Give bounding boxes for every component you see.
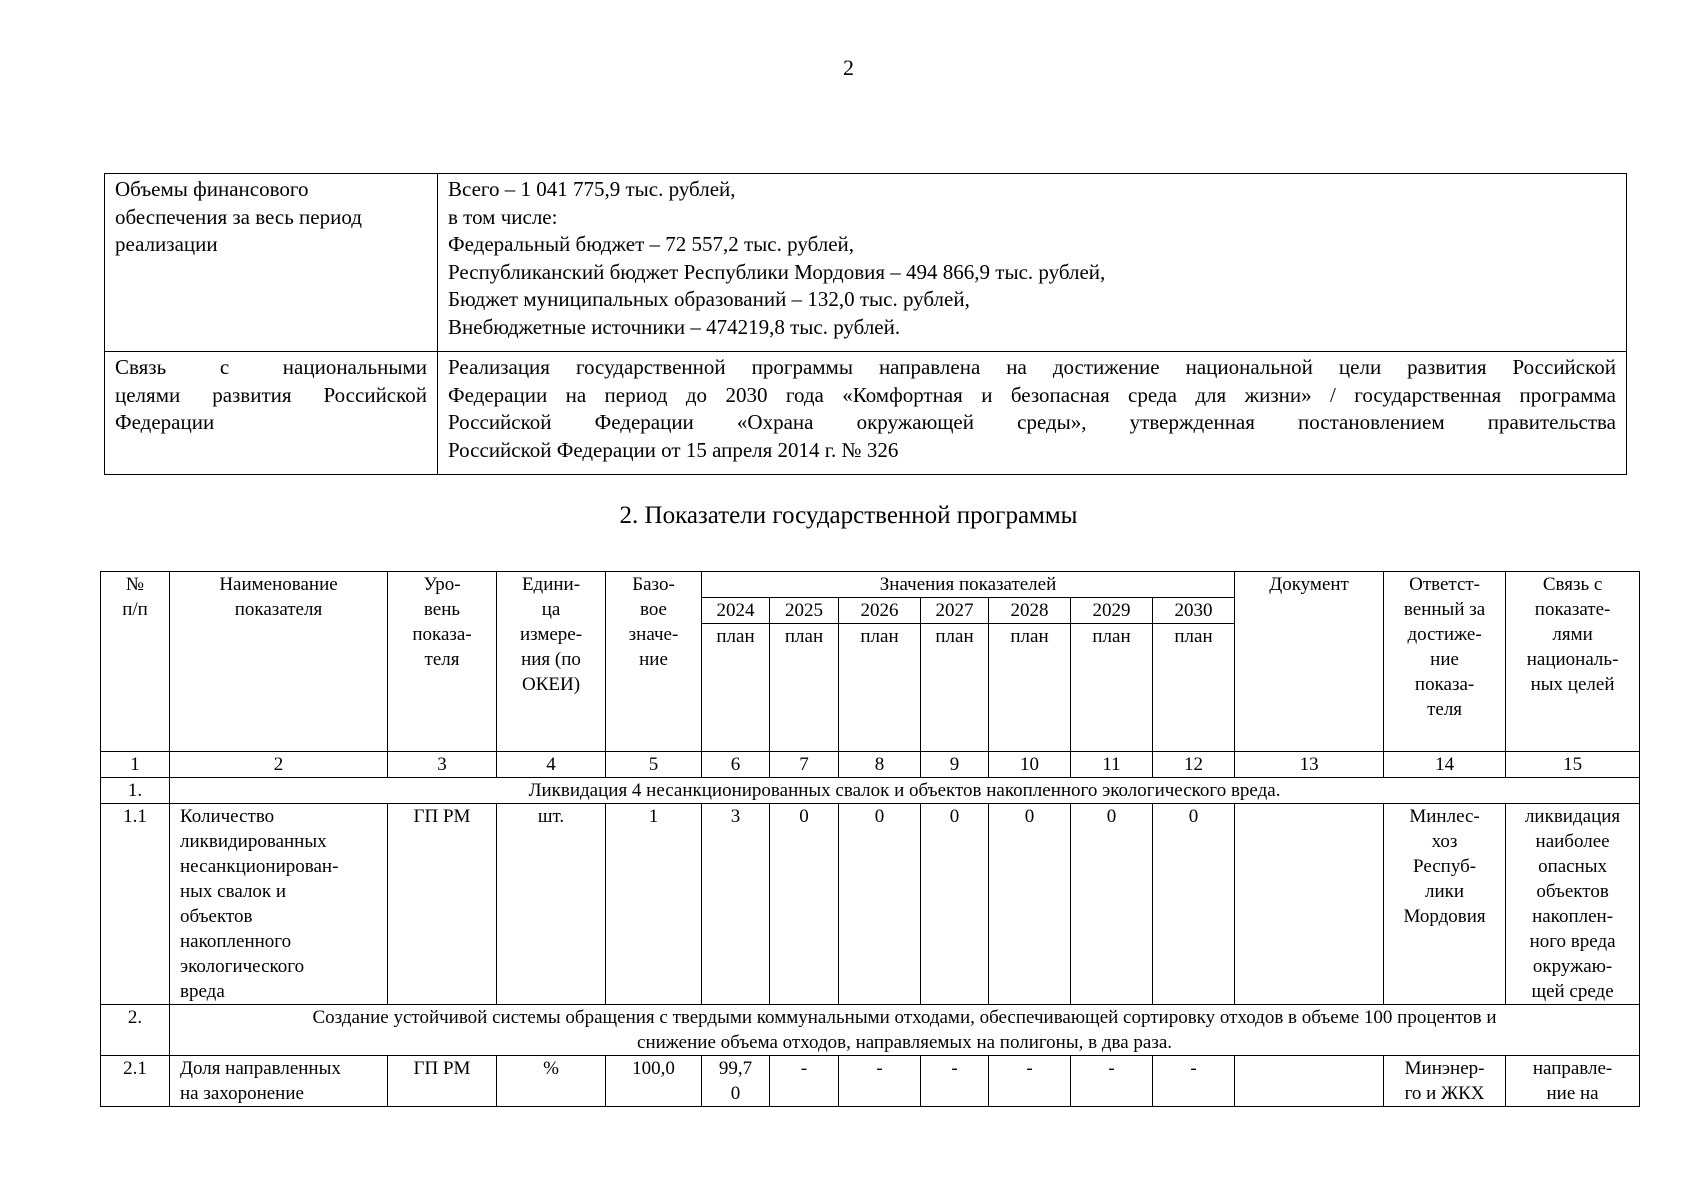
row-value: -	[989, 1056, 1071, 1107]
header-plan: план	[702, 624, 770, 752]
row-document	[1235, 804, 1384, 1005]
column-number: 13	[1235, 752, 1384, 778]
section-num: 1.	[101, 778, 170, 804]
row-value: 0	[1071, 804, 1153, 1005]
section-title-1: Ликвидация 4 несанкционированных свалок и объектов накопленного экологического вреда.	[170, 778, 1640, 804]
indicator-row-1-1	[101, 804, 1640, 1005]
column-number: 2	[170, 752, 388, 778]
column-number: 12	[1153, 752, 1235, 778]
column-number: 9	[921, 752, 989, 778]
header-name: Наименование показателя	[170, 572, 388, 752]
row-unit: шт.	[497, 804, 606, 1005]
summary-value-funding: Всего – 1 041 775,9 тыс. рублей, в том числе: Федеральный бюджет – 72 557,2 тыс. рублей, Республиканский бюджет Республики Мордовия – 494 866,9 тыс. рублей, Бюджет муниципальных образований – 132,0 тыс. рублей, Внебюджетные источники – 474219,8 тыс. рублей.	[438, 174, 1627, 352]
row-base: 1	[606, 804, 702, 1005]
indicator-row-2-1	[101, 1056, 1640, 1107]
section-row-2	[101, 1005, 1640, 1056]
row-value: 0	[770, 804, 839, 1005]
summary-row-national-goals	[105, 352, 1627, 475]
header-plan: план	[989, 624, 1071, 752]
column-numbers-row	[101, 752, 1640, 778]
header-plan: план	[1071, 624, 1153, 752]
row-value: 0	[989, 804, 1071, 1005]
section-row-1	[101, 778, 1640, 804]
column-number: 7	[770, 752, 839, 778]
header-year: 2028	[989, 598, 1071, 624]
indicators-table	[100, 571, 1640, 1107]
section-num: 2.	[101, 1005, 170, 1056]
row-responsible: Минэнер- го и ЖКХ	[1384, 1056, 1506, 1107]
row-link: ликвидация наиболее опасных объектов накоплен- ного вреда окружаю- щей среде	[1506, 804, 1640, 1005]
header-row-1	[101, 572, 1640, 598]
header-year: 2024	[702, 598, 770, 624]
header-unit: Едини- ца измере- ния (по ОКЕИ)	[497, 572, 606, 752]
row-name: Количество ликвидированных несанкционирован- ных свалок и объектов накопленного экологического вреда	[170, 804, 388, 1005]
header-year: 2027	[921, 598, 989, 624]
row-value: -	[1071, 1056, 1153, 1107]
row-document	[1235, 1056, 1384, 1107]
row-value: -	[770, 1056, 839, 1107]
row-value: 0	[839, 804, 921, 1005]
column-number: 4	[497, 752, 606, 778]
summary-value-national-goals: Реализация государственной программы направлена на достижение национальной цели развития Российской Федерации на период до 2030 года «Комфортная и безопасная среда для жизни» / государственная программа Российской Федерации «Охрана окружающей среды», утвержденная постановлением правительства Российской Федерации от 15 апреля 2014 г. № 326	[438, 352, 1627, 475]
column-number: 3	[388, 752, 497, 778]
row-base: 100,0	[606, 1056, 702, 1107]
column-number: 14	[1384, 752, 1506, 778]
section-title: 2. Показатели государственной программы	[619, 502, 1078, 529]
row-level: ГП РМ	[388, 1056, 497, 1107]
header-link: Связь с показате- лями националь- ных целей	[1506, 572, 1640, 752]
header-document: Документ	[1235, 572, 1384, 752]
row-link: направле- ние на	[1506, 1056, 1640, 1107]
column-number: 10	[989, 752, 1071, 778]
section-title-2: Создание устойчивой системы обращения с твердыми коммунальными отходами, обеспечивающей сортировку отходов в объеме 100 процентов и снижение объема отходов, направляемых на полигоны, в два раза.	[170, 1005, 1640, 1056]
row-unit: %	[497, 1056, 606, 1107]
row-name: Доля направленных на захоронение	[170, 1056, 388, 1107]
row-value: 0	[921, 804, 989, 1005]
row-value: 3	[702, 804, 770, 1005]
row-level: ГП РМ	[388, 804, 497, 1005]
summary-table	[104, 173, 1627, 475]
column-number: 15	[1506, 752, 1640, 778]
header-responsible: Ответст- венный за достиже- ние показа- теля	[1384, 572, 1506, 752]
row-value: 0	[1153, 804, 1235, 1005]
header-base: Базо- вое значе- ние	[606, 572, 702, 752]
row-responsible: Минлес- хоз Респуб- лики Мордовия	[1384, 804, 1506, 1005]
header-plan: план	[921, 624, 989, 752]
row-num: 2.1	[101, 1056, 170, 1107]
header-year: 2029	[1071, 598, 1153, 624]
column-number: 6	[702, 752, 770, 778]
header-year: 2025	[770, 598, 839, 624]
header-year: 2030	[1153, 598, 1235, 624]
header-level: Уро- вень показа- теля	[388, 572, 497, 752]
column-number: 8	[839, 752, 921, 778]
column-number: 1	[101, 752, 170, 778]
header-year: 2026	[839, 598, 921, 624]
header-plan: план	[770, 624, 839, 752]
row-value: -	[1153, 1056, 1235, 1107]
header-plan: план	[1153, 624, 1235, 752]
summary-label-funding: Объемы финансового обеспечения за весь период реализации	[105, 174, 438, 352]
column-number: 5	[606, 752, 702, 778]
summary-row-funding	[105, 174, 1627, 352]
summary-label-national-goals: Связь с национальными целями развития Российской Федерации	[105, 352, 438, 475]
row-num: 1.1	[101, 804, 170, 1005]
page-number: 2	[843, 55, 854, 80]
header-values-group: Значения показателей	[702, 572, 1235, 598]
row-value: -	[839, 1056, 921, 1107]
row-value: -	[921, 1056, 989, 1107]
header-num: № п/п	[101, 572, 170, 752]
row-value: 99,7 0	[702, 1056, 770, 1107]
column-number: 11	[1071, 752, 1153, 778]
header-plan: план	[839, 624, 921, 752]
